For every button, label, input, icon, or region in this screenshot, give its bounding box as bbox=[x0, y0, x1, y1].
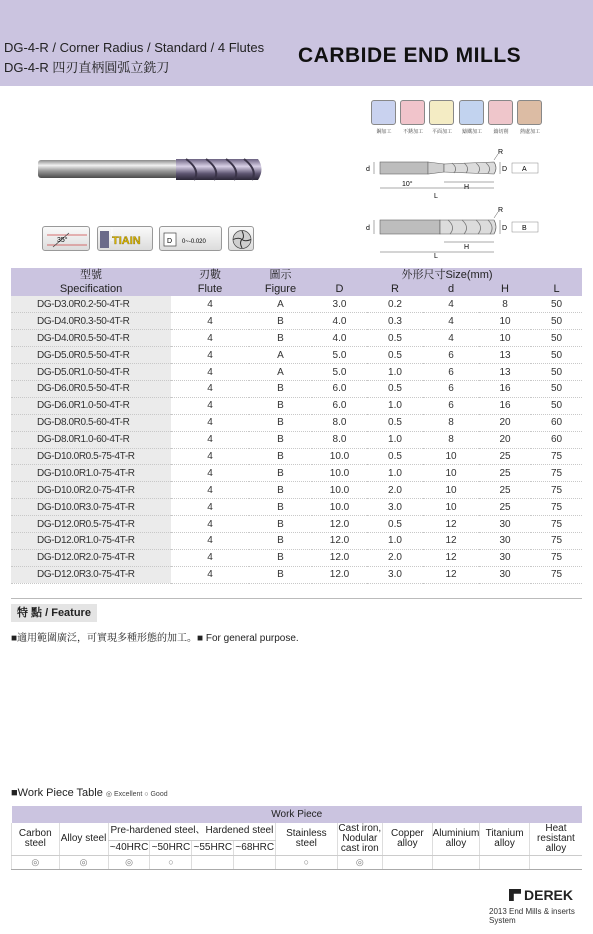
table-cell: 25 bbox=[479, 499, 531, 516]
diagram-b-L-label: L bbox=[434, 253, 438, 258]
col-hrc-68: ~68HRC bbox=[234, 840, 276, 855]
table-cell: 60 bbox=[531, 414, 582, 431]
table-cell: 16 bbox=[479, 380, 531, 397]
table-cell: 12 bbox=[423, 516, 479, 533]
table-row bbox=[11, 330, 582, 347]
table-cell: 12 bbox=[423, 532, 479, 549]
table-cell: DG-D12.0R0.5-75-4T-R bbox=[11, 516, 171, 533]
flute-header: 刃數 bbox=[171, 268, 249, 282]
table-cell: 30 bbox=[479, 566, 531, 583]
table-cell: 10 bbox=[423, 482, 479, 499]
diagram-b-D-label: D bbox=[502, 225, 508, 232]
subtitle-en: DG-4-R / Corner Radius / Standard / 4 Flutes bbox=[4, 40, 265, 55]
table-cell: 10.0 bbox=[312, 465, 367, 482]
diagram-b-r-label: R bbox=[498, 207, 504, 214]
table-row bbox=[11, 397, 582, 414]
material-icon-1 bbox=[371, 100, 396, 125]
helix-angle-icon bbox=[42, 226, 90, 251]
col-carbon-steel: Carbon steel bbox=[12, 823, 60, 855]
table-cell: DG-D6.0R0.5-50-4T-R bbox=[11, 380, 171, 397]
rating-cell: ◎ bbox=[12, 855, 60, 869]
diagram-L-label: L bbox=[434, 193, 438, 200]
table-row bbox=[11, 431, 582, 448]
table-row bbox=[11, 414, 582, 431]
table-cell: 75 bbox=[531, 549, 582, 566]
table-cell: 4 bbox=[171, 482, 249, 499]
table-cell: 10 bbox=[479, 313, 531, 330]
table-cell: 30 bbox=[479, 549, 531, 566]
table-cell: 4 bbox=[171, 431, 249, 448]
table-cell: 30 bbox=[479, 516, 531, 533]
coated-label: Coated bbox=[109, 228, 114, 241]
table-cell: A bbox=[249, 364, 312, 381]
table-cell: 10 bbox=[479, 330, 531, 347]
table-row bbox=[11, 482, 582, 499]
table-row bbox=[11, 549, 582, 566]
table-cell: 4 bbox=[171, 313, 249, 330]
table-cell: 4 bbox=[171, 414, 249, 431]
table-cell: 4 bbox=[423, 296, 479, 313]
table-cell: 1.0 bbox=[367, 397, 423, 414]
table-cell: 10.0 bbox=[312, 499, 367, 516]
table-cell: 12.0 bbox=[312, 532, 367, 549]
feature-heading: 特 點 / Feature bbox=[11, 604, 97, 622]
table-cell: 4 bbox=[171, 499, 249, 516]
table-row bbox=[11, 499, 582, 516]
col-aluminium-alloy: Aluminium alloy bbox=[432, 823, 480, 855]
table-cell: DG-D10.0R0.5-75-4T-R bbox=[11, 448, 171, 465]
table-cell: DG-D10.0R3.0-75-4T-R bbox=[11, 499, 171, 516]
coating-icon bbox=[97, 226, 153, 251]
tolerance-label: 0~-0.020 bbox=[182, 239, 206, 245]
table-cell: 50 bbox=[531, 296, 582, 313]
tolerance-symbol: D bbox=[167, 238, 173, 245]
table-cell: 4 bbox=[171, 364, 249, 381]
table-cell: B bbox=[249, 313, 312, 330]
rating-cell: ○ bbox=[276, 855, 337, 869]
table-cell: 1.0 bbox=[367, 431, 423, 448]
table-cell: B bbox=[249, 566, 312, 583]
table-cell: 4 bbox=[171, 397, 249, 414]
material-label: 不銹加工 bbox=[402, 129, 423, 135]
table-cell: 4 bbox=[171, 448, 249, 465]
material-icon-3 bbox=[429, 100, 454, 125]
material-icon-4 bbox=[459, 100, 484, 125]
table-cell: 50 bbox=[531, 364, 582, 381]
table-cell: 20 bbox=[479, 414, 531, 431]
table-cell: 75 bbox=[531, 465, 582, 482]
diagram-a-label: A bbox=[522, 166, 527, 173]
material-label: 熱處加工 bbox=[519, 129, 540, 135]
col-heat-resistant-alloy: Heat resistant alloy bbox=[529, 823, 582, 855]
material-label: 鑄鐵加工 bbox=[461, 129, 482, 135]
table-cell: B bbox=[249, 414, 312, 431]
table-cell: B bbox=[249, 549, 312, 566]
table-cell: 0.5 bbox=[367, 516, 423, 533]
table-cell: A bbox=[249, 347, 312, 364]
four-flute-icon bbox=[228, 226, 254, 251]
col-H-header: H bbox=[479, 282, 531, 296]
table-cell: 20 bbox=[479, 431, 531, 448]
table-cell: B bbox=[249, 465, 312, 482]
col-stainless-steel: Stainless steel bbox=[276, 823, 337, 855]
work-piece-legend: ◎ Excellent ○ Good bbox=[105, 791, 168, 798]
table-row bbox=[11, 566, 582, 583]
page-header bbox=[0, 0, 593, 86]
table-cell: 1.0 bbox=[367, 364, 423, 381]
table-cell: A bbox=[249, 296, 312, 313]
table-cell: DG-D10.0R1.0-75-4T-R bbox=[11, 465, 171, 482]
table-cell: 50 bbox=[531, 330, 582, 347]
table-cell: B bbox=[249, 532, 312, 549]
table-cell: 8 bbox=[423, 431, 479, 448]
table-cell: 10 bbox=[423, 448, 479, 465]
rating-cell bbox=[432, 855, 480, 869]
table-cell: 4 bbox=[423, 313, 479, 330]
table-cell: B bbox=[249, 448, 312, 465]
table-cell: 4.0 bbox=[312, 313, 367, 330]
figure-header-en: Figure bbox=[249, 282, 312, 296]
table-cell: 4.0 bbox=[312, 330, 367, 347]
material-icon-6 bbox=[517, 100, 542, 125]
work-piece-table-title: Work Piece bbox=[12, 806, 583, 823]
brand-logo bbox=[509, 887, 573, 903]
table-cell: DG-D5.0R0.5-50-4T-R bbox=[11, 347, 171, 364]
table-cell: 6 bbox=[423, 380, 479, 397]
table-cell: 2.0 bbox=[367, 549, 423, 566]
table-cell: DG-D4.0R0.5-50-4T-R bbox=[11, 330, 171, 347]
spec-table-wrap bbox=[11, 268, 582, 584]
table-cell: DG-D5.0R1.0-50-4T-R bbox=[11, 364, 171, 381]
table-cell: 0.5 bbox=[367, 347, 423, 364]
table-cell: 0.2 bbox=[367, 296, 423, 313]
col-R-header: R bbox=[367, 282, 423, 296]
table-cell: 0.5 bbox=[367, 330, 423, 347]
material-icons bbox=[371, 100, 546, 136]
material-label: 平面加工 bbox=[431, 129, 452, 135]
col-alloy-steel: Alloy steel bbox=[59, 823, 108, 855]
table-cell: 0.5 bbox=[367, 380, 423, 397]
end-mill-photo bbox=[36, 150, 266, 190]
table-cell: 6 bbox=[423, 364, 479, 381]
table-cell: 75 bbox=[531, 499, 582, 516]
table-row bbox=[11, 347, 582, 364]
material-label: 鋼加工 bbox=[376, 129, 392, 135]
feature-divider bbox=[11, 598, 582, 599]
table-cell: DG-D12.0R2.0-75-4T-R bbox=[11, 549, 171, 566]
table-cell: 8 bbox=[479, 296, 531, 313]
diagram-b-d-label: d bbox=[366, 225, 370, 232]
table-cell: B bbox=[249, 380, 312, 397]
table-cell: 6 bbox=[423, 397, 479, 414]
table-cell: B bbox=[249, 431, 312, 448]
table-row bbox=[11, 448, 582, 465]
table-cell: 0.3 bbox=[367, 313, 423, 330]
table-cell: 5.0 bbox=[312, 347, 367, 364]
diagram-H-label: H bbox=[464, 184, 470, 191]
work-piece-title bbox=[11, 787, 168, 799]
table-cell: 12.0 bbox=[312, 566, 367, 583]
col-hardened-steel: Pre-hardened steel、Hardened steel bbox=[108, 823, 276, 840]
rating-cell bbox=[480, 855, 530, 869]
table-cell: 2.0 bbox=[367, 482, 423, 499]
table-cell: B bbox=[249, 330, 312, 347]
material-label: 鑄切削 bbox=[493, 129, 509, 135]
table-cell: DG-D8.0R1.0-60-4T-R bbox=[11, 431, 171, 448]
table-cell: 4 bbox=[171, 516, 249, 533]
table-cell: 0.5 bbox=[367, 414, 423, 431]
helix-label: 35° bbox=[57, 237, 68, 244]
table-cell: 50 bbox=[531, 313, 582, 330]
table-cell: 8.0 bbox=[312, 414, 367, 431]
table-cell: 12.0 bbox=[312, 549, 367, 566]
table-cell: 75 bbox=[531, 482, 582, 499]
table-cell: DG-D12.0R1.0-75-4T-R bbox=[11, 532, 171, 549]
spec-header: 型號 bbox=[11, 268, 171, 282]
table-row bbox=[11, 364, 582, 381]
diagram-angle-label: 10° bbox=[402, 181, 413, 188]
table-cell: 0.5 bbox=[367, 448, 423, 465]
table-cell: 13 bbox=[479, 364, 531, 381]
table-cell: 25 bbox=[479, 465, 531, 482]
page-title: CARBIDE END MILLS bbox=[298, 44, 522, 67]
spec-table bbox=[11, 268, 582, 584]
table-cell: 6.0 bbox=[312, 397, 367, 414]
table-cell: 4 bbox=[423, 330, 479, 347]
table-cell: 6 bbox=[423, 347, 479, 364]
col-d-header: d bbox=[423, 282, 479, 296]
col-hrc-55: ~55HRC bbox=[192, 840, 234, 855]
size-group-header: 外形尺寸Size(mm) bbox=[312, 268, 582, 282]
table-cell: DG-D3.0R0.2-50-4T-R bbox=[11, 296, 171, 313]
table-cell: 12.0 bbox=[312, 516, 367, 533]
coating-label: TIAIN bbox=[112, 235, 141, 247]
table-cell: 3.0 bbox=[367, 499, 423, 516]
table-cell: 4 bbox=[171, 532, 249, 549]
tolerance-icon bbox=[159, 226, 222, 251]
table-cell: B bbox=[249, 482, 312, 499]
col-titanium-alloy: Titanium alloy bbox=[480, 823, 530, 855]
table-cell: 75 bbox=[531, 532, 582, 549]
table-cell: 10 bbox=[423, 499, 479, 516]
table-row bbox=[11, 532, 582, 549]
table-cell: 50 bbox=[531, 380, 582, 397]
table-cell: 16 bbox=[479, 397, 531, 414]
table-cell: 50 bbox=[531, 397, 582, 414]
table-cell: 3.0 bbox=[367, 566, 423, 583]
figure-a bbox=[366, 149, 538, 200]
diagram-b-label: B bbox=[522, 225, 527, 232]
table-cell: 8.0 bbox=[312, 431, 367, 448]
table-cell: B bbox=[249, 516, 312, 533]
table-cell: B bbox=[249, 397, 312, 414]
table-cell: B bbox=[249, 499, 312, 516]
diagram-r-label: R bbox=[498, 149, 504, 156]
table-row bbox=[11, 516, 582, 533]
rating-cell bbox=[529, 855, 582, 869]
material-icon-2 bbox=[400, 100, 425, 125]
material-icon-5 bbox=[488, 100, 513, 125]
work-piece-title-text: ■Work Piece Table bbox=[11, 787, 103, 799]
col-L-header: L bbox=[531, 282, 582, 296]
table-cell: 25 bbox=[479, 482, 531, 499]
table-cell: 1.0 bbox=[367, 532, 423, 549]
spec-header-en: Specification bbox=[11, 282, 171, 296]
figure-header: 圖示 bbox=[249, 268, 312, 282]
col-D-header: D bbox=[312, 282, 367, 296]
table-row bbox=[11, 296, 582, 313]
table-cell: 4 bbox=[171, 347, 249, 364]
table-row bbox=[11, 313, 582, 330]
table-cell: 13 bbox=[479, 347, 531, 364]
table-row bbox=[11, 465, 582, 482]
table-cell: 75 bbox=[531, 566, 582, 583]
flute-header-en: Flute bbox=[171, 282, 249, 296]
work-piece-ratings-row bbox=[12, 855, 583, 869]
table-cell: 5.0 bbox=[312, 364, 367, 381]
diagram-D-label: D bbox=[502, 166, 508, 173]
table-cell: DG-D8.0R0.5-60-4T-R bbox=[11, 414, 171, 431]
feature-icons bbox=[42, 226, 257, 252]
rating-cell bbox=[234, 855, 276, 869]
table-cell: 4 bbox=[171, 380, 249, 397]
diagram-b-H-label: H bbox=[464, 244, 470, 251]
rating-cell bbox=[192, 855, 234, 869]
table-cell: DG-D10.0R2.0-75-4T-R bbox=[11, 482, 171, 499]
table-cell: 10.0 bbox=[312, 448, 367, 465]
table-cell: 25 bbox=[479, 448, 531, 465]
table-cell: 10 bbox=[423, 465, 479, 482]
subtitle-cn: DG-4-R 四刃直柄圓弧立銑刀 bbox=[4, 60, 170, 75]
rating-cell: ○ bbox=[150, 855, 192, 869]
brand-mark-icon bbox=[509, 889, 521, 901]
table-row bbox=[11, 380, 582, 397]
rating-cell: ◎ bbox=[337, 855, 383, 869]
table-cell: 50 bbox=[531, 347, 582, 364]
brand-name: DEREK bbox=[524, 887, 574, 903]
feature-text: ■適用範圍廣泛，可實現多種形態的加工。■ For general purpose. bbox=[11, 633, 299, 644]
table-cell: 12 bbox=[423, 566, 479, 583]
table-cell: DG-D6.0R1.0-50-4T-R bbox=[11, 397, 171, 414]
table-cell: 4 bbox=[171, 566, 249, 583]
table-cell: 10.0 bbox=[312, 482, 367, 499]
diagram-d-label: d bbox=[366, 166, 370, 173]
col-cast-iron: Cast iron, Nodular cast iron bbox=[338, 822, 382, 854]
table-cell: 3.0 bbox=[312, 296, 367, 313]
table-cell: 75 bbox=[531, 516, 582, 533]
table-cell: 4 bbox=[171, 330, 249, 347]
table-cell: 4 bbox=[171, 296, 249, 313]
rating-cell bbox=[383, 855, 432, 869]
work-piece-table bbox=[11, 806, 582, 870]
table-cell: DG-D4.0R0.3-50-4T-R bbox=[11, 313, 171, 330]
dimension-diagram bbox=[352, 148, 542, 258]
table-cell: 30 bbox=[479, 532, 531, 549]
rating-cell: ◎ bbox=[108, 855, 150, 869]
table-cell: 4 bbox=[171, 549, 249, 566]
col-hrc-50: ~50HRC bbox=[150, 840, 192, 855]
table-cell: 1.0 bbox=[367, 465, 423, 482]
brand-subtitle: 2013 End Mills & inserts System bbox=[489, 907, 575, 925]
table-cell: 8 bbox=[423, 414, 479, 431]
table-cell: 12 bbox=[423, 549, 479, 566]
col-hrc-40: ~40HRC bbox=[108, 840, 150, 855]
figure-b bbox=[366, 207, 538, 258]
table-cell: DG-D12.0R3.0-75-4T-R bbox=[11, 566, 171, 583]
table-cell: 60 bbox=[531, 431, 582, 448]
table-cell: 6.0 bbox=[312, 380, 367, 397]
table-cell: 75 bbox=[531, 448, 582, 465]
rating-cell: ◎ bbox=[59, 855, 108, 869]
table-cell: 4 bbox=[171, 465, 249, 482]
col-copper-alloy: Copper alloy bbox=[383, 823, 432, 855]
